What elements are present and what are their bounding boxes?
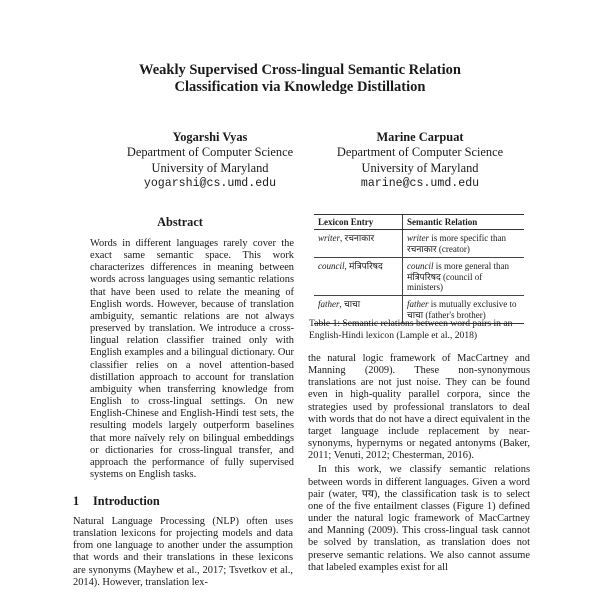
column-header-lexicon-entry: Lexicon Entry [314,215,403,230]
author-department: Department of Computer Science [126,145,294,160]
author-block-1 [95,130,325,192]
hindi-word: चाचा [344,299,361,310]
relation-word: writer [407,233,430,244]
relation-text: is more general than [433,261,509,272]
table-header-row [314,215,524,230]
author-email: yogarshi@cs.umd.edu [143,177,277,191]
paper-title [0,62,600,96]
relation-word: council [407,261,434,272]
table-row [314,258,524,296]
hindi-word: मंत्रिपरिषद [349,261,383,272]
lexicon-entry-cell: father, चाचा [314,296,403,324]
english-word: writer [318,233,341,244]
author-department: Department of Computer Science [336,145,504,160]
author-affiliation: University of Maryland [361,160,479,175]
section-title: Introduction [93,494,160,508]
right-column-text [308,353,530,574]
relation-hindi: चाचा [407,309,424,320]
paragraph: the natural logic framework of MacCartney and Manning (2009). These non-synonymous translations are not just noise. They can be found even in high-quality parallel corpora, since the strategies used by professional translators to deal with words that do not have a direct equivalent in the target language include replacement by near-synonyms, hypernyms or negated antonyms (Baker, 2011; Venuti, 2012; Chesterman, 2016). [308,353,530,462]
relation-word: father [407,299,429,310]
relation-gloss: (council of ministers) [407,271,483,293]
author-email: marine@cs.umd.edu [360,177,480,191]
column-header-semantic-relation: Semantic Relation [403,215,525,230]
relation-gloss: (father's brother) [423,309,486,320]
author-block-2 [305,130,535,192]
paragraph: In this work, we classify semantic relations between words in different languages. Given a word pair (water, पय), the classification task is to select one of the five entailment classes (Figure 1) defined under the natural logic framework of MacCartney and Manning (2009). This cross-lingual task cannot be solved by translation, as translation does not preserve semantic relations. We also cannot assume that labeled examples exist for all [308,464,530,573]
title-line-1: Weakly Supervised Cross-lingual Semantic Relation [139,62,461,78]
table-1 [314,214,524,324]
english-word: father [318,299,340,310]
semantic-relation-cell [403,230,525,258]
section-number: 1 [73,494,80,508]
section-heading-introduction [73,494,160,509]
abstract-text: Words in different languages rarely cover the exact same semantic space. This work characterizes differences in meaning between words across languages using semantic relations that have been used to relate the meaning of English words. However, because of translation ambiguity, semantic relations are not always preserved by translation. We introduce a cross-lingual relation classifier trained only with English examples and a bilingual dictionary. Our classifier relies on a novel attention-based distillation approach to account for translation ambiguity when transferring knowledge from English to cross-lingual settings. On new English-Chinese and English-Hindi test sets, the resulting models largely outperform baselines that more naïvely rely on bilingual embeddings or dictionaries for cross-lingual transfer, and approach the performance of fully supervised systems on English tasks. [90,238,294,480]
lexicon-entry-cell: writer, रचनाकार [314,230,403,258]
introduction-text: Natural Language Processing (NLP) often uses translation lexicons for projecting models and data from one language to another under the assumption that words and their translations in these lexicons are synonyms (Mayhew et al., 2017; Tsvetkov et al., 2014). However, translation lex- [73,516,293,588]
author-name: Yogarshi Vyas [172,130,248,144]
lexicon-entry-cell: council, मंत्रिपरिषद [314,258,403,296]
relation-text: is mutually exclusive to [428,299,517,310]
relation-text: is more specific than [429,233,506,244]
hindi-word: रचनाकार [344,233,375,244]
table-row [314,230,524,258]
author-name: Marine Carpuat [376,130,464,144]
relation-gloss: (creator) [436,243,470,254]
title-line-2: Classification via Knowledge Distillation [174,79,426,95]
table-1-caption: Table 1: Semantic relations between word pairs in an English-Hindi lexicon (Lample et al., 2018) [309,318,513,341]
abstract-heading: Abstract [157,215,203,229]
relation-hindi: मंत्रिपरिषद [407,271,441,282]
english-word: council [318,261,345,272]
relation-hindi: रचनाकार [407,243,437,254]
author-affiliation: University of Maryland [151,160,269,175]
semantic-relation-cell [403,258,525,296]
